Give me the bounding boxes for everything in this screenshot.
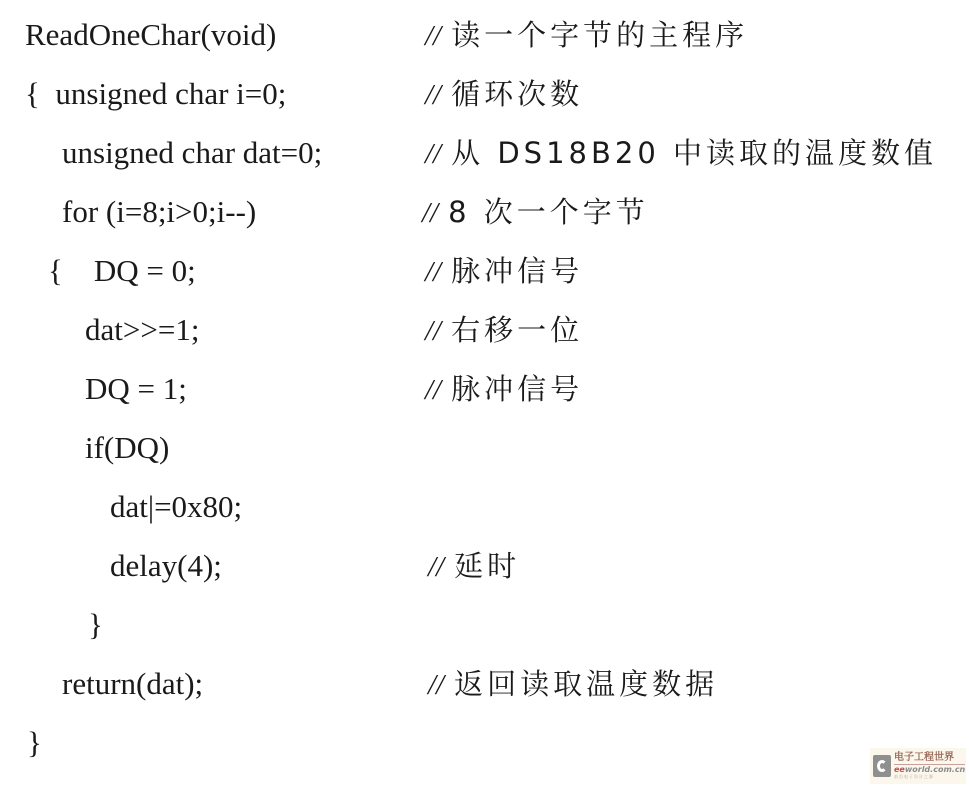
comment-slashes: // xyxy=(425,138,442,170)
comment-text: 8 次一个字节 xyxy=(448,195,649,229)
comment-slashes: // xyxy=(425,256,442,288)
comment-text: 循环次数 xyxy=(451,77,584,111)
code-line xyxy=(0,364,969,414)
comment-slashes: // xyxy=(425,79,442,111)
code-text: if(DQ) xyxy=(85,430,170,465)
code-text: unsigned char dat=0; xyxy=(62,135,323,170)
code-comment xyxy=(425,246,583,297)
code-comment xyxy=(425,128,937,179)
comment-text: 读一个字节的主程序 xyxy=(451,18,749,52)
code-text: } xyxy=(88,607,103,642)
comment-text: 从 DS18B20 中读取的温度数值 xyxy=(451,136,937,170)
eeworld-logo-icon xyxy=(873,755,891,777)
code-comment xyxy=(425,364,583,415)
code-line xyxy=(0,246,969,296)
comment-text: 脉冲信号 xyxy=(451,372,584,406)
comment-text: 右移一位 xyxy=(451,313,584,347)
eeworld-watermark xyxy=(870,748,966,784)
code-comment xyxy=(425,305,583,356)
comment-slashes: // xyxy=(425,374,442,406)
comment-slashes: // xyxy=(428,551,445,583)
code-text: { unsigned char i=0; xyxy=(25,76,287,111)
code-line xyxy=(0,423,969,473)
code-line xyxy=(0,10,969,60)
code-text: } xyxy=(27,725,42,760)
code-line xyxy=(0,718,969,768)
comment-slashes: // xyxy=(428,669,445,701)
code-text: delay(4); xyxy=(110,548,222,583)
code-comment xyxy=(428,541,520,592)
code-line xyxy=(0,541,969,591)
code-text: return(dat); xyxy=(62,666,204,701)
comment-slashes: // xyxy=(425,315,442,347)
code-line xyxy=(0,187,969,237)
comment-text: 返回读取温度数据 xyxy=(454,667,719,701)
code-comment xyxy=(422,187,649,238)
code-line xyxy=(0,305,969,355)
code-text: { DQ = 0; xyxy=(48,253,196,288)
code-text: DQ = 1; xyxy=(85,371,187,406)
code-text: dat|=0x80; xyxy=(110,489,243,524)
comment-slashes: // xyxy=(422,197,439,229)
comment-text: 延时 xyxy=(454,549,521,583)
code-text: dat>>=1; xyxy=(85,312,200,347)
watermark-url: eeworld.com.cn xyxy=(894,765,966,774)
watermark-text xyxy=(894,753,965,779)
code-line xyxy=(0,600,969,650)
code-line xyxy=(0,659,969,709)
code-text: for (i=8;i>0;i--) xyxy=(62,194,257,229)
comment-slashes: // xyxy=(425,20,442,52)
watermark-tagline: 前沿电子设计之源 xyxy=(894,774,934,779)
code-line xyxy=(0,482,969,532)
code-text: ReadOneChar(void) xyxy=(25,17,277,52)
comment-text: 脉冲信号 xyxy=(451,254,584,288)
code-comment xyxy=(425,69,583,120)
code-comment xyxy=(425,10,748,61)
watermark-cn-name: 电子工程世界 xyxy=(894,753,965,765)
code-comment xyxy=(428,659,718,710)
code-line xyxy=(0,69,969,119)
code-line xyxy=(0,128,969,178)
